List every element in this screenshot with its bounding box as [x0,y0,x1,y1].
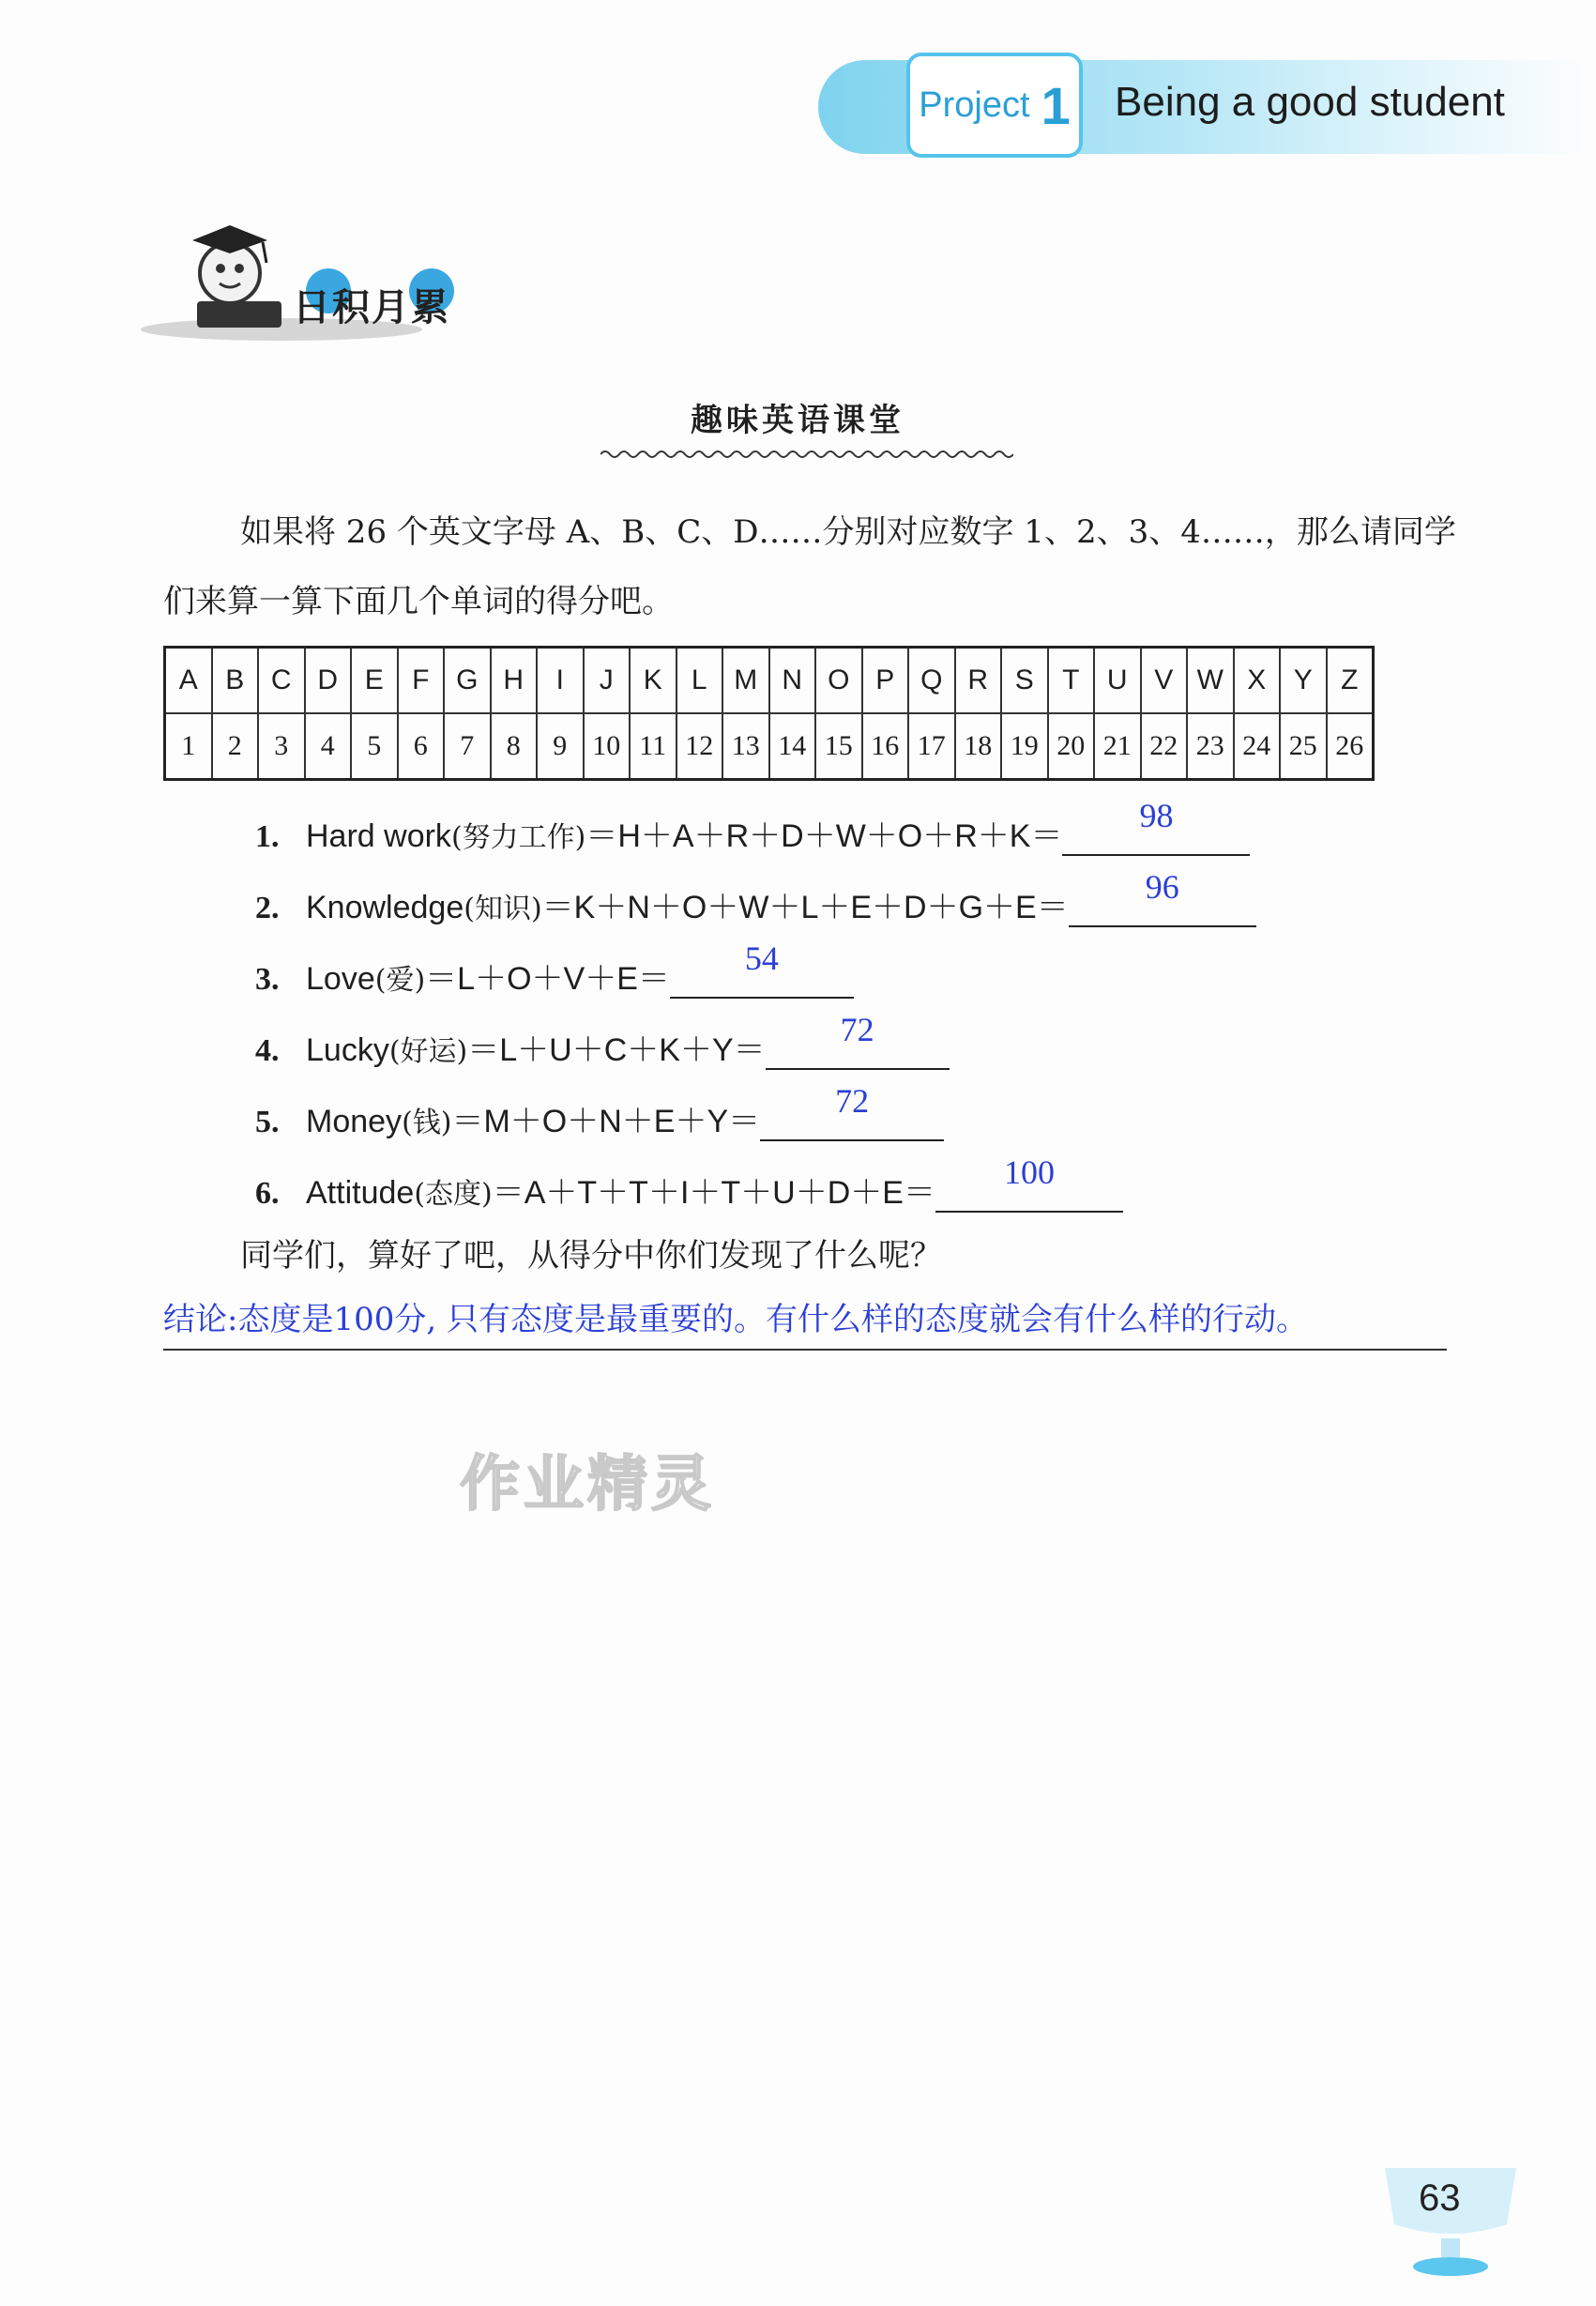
number-cell: 12 [676,713,723,780]
question-1 [255,797,1250,856]
question-number: 5. [255,1105,280,1139]
answer-blank[interactable] [766,1011,950,1070]
letter-cell: N [769,648,816,714]
answer-value: 98 [1139,797,1174,834]
unit-title: Being a good student [1115,79,1505,125]
question-translation: (知识) [464,893,542,925]
answer-value: 72 [840,1011,874,1048]
letter-cell: O [815,648,862,714]
answer-value: 96 [1145,868,1179,906]
letter-cell: I [537,648,584,714]
answer-blank[interactable] [935,1153,1123,1213]
answer-blank[interactable] [760,1082,944,1141]
number-cell: 4 [305,713,352,780]
letter-cell: R [955,648,1002,714]
answer-value: 72 [835,1082,870,1120]
question-number: 4. [255,1033,280,1068]
number-cell: 7 [444,713,491,780]
question-number: 1. [255,819,280,854]
letter-cell: Z [1327,648,1374,714]
question-word: Love [306,961,375,997]
question-formula: ＝M＋O＋N＋E＋Y＝ [451,1104,761,1139]
question-formula: ＝H＋A＋R＋D＋W＋O＋R＋K＝ [585,818,1063,854]
intro-paragraph: 如果将 26 个英文字母 A、B、C、D……分别对应数字 1、2、3、4……，那么请同学们来算一算下面几个单词的得分吧。 [163,513,1456,620]
question-translation: (钱) [402,1107,452,1139]
page-number: 63 [1419,2177,1461,2219]
number-cell: 6 [398,713,445,780]
question-6 [255,1153,1123,1213]
question-translation: (态度) [414,1178,493,1211]
question-translation: (努力工作) [450,821,586,854]
number-cell: 24 [1234,713,1281,780]
question-word: Hard work [306,818,451,854]
answer-blank[interactable] [670,939,854,999]
letter-cell: V [1141,648,1188,714]
question-3 [255,939,854,999]
answer-blank[interactable] [1062,797,1250,856]
letter-cell: W [1187,648,1234,714]
number-cell: 1 [165,713,212,780]
question-number: 2. [255,891,280,925]
letter-cell: H [491,648,538,714]
letter-cell: K [630,648,676,714]
letter-cell: J [584,648,631,714]
watermark: 作业精灵 [460,1450,715,1520]
project-badge [906,53,1083,158]
number-cell: 3 [258,713,305,780]
number-cell: 2 [212,713,259,780]
conclusion-answer[interactable]: 结论:态度是100分, 只有态度是最重要的。有什么样的态度就会有什么样的行动。 [163,1293,1447,1351]
number-cell: 25 [1280,713,1327,780]
number-cell: 23 [1187,713,1234,780]
project-label: Project [919,84,1030,125]
question-translation: (好运) [388,1035,468,1068]
section-title: 趣味英语课堂 [691,402,904,439]
question-formula: ＝L＋U＋C＋K＋Y＝ [467,1032,766,1068]
letter-cell: L [676,648,723,714]
question-word: Knowledge [306,890,464,925]
question-5 [255,1082,944,1141]
question-prompt: 同学们，算好了吧，从得分中你们发现了什么呢？ [240,1237,942,1275]
question-formula: ＝L＋O＋V＋E＝ [425,961,670,997]
letter-cell: U [1094,648,1141,714]
number-cell: 20 [1048,713,1095,780]
answer-blank[interactable] [1069,868,1256,927]
letter-number-table [163,646,1375,781]
question-number: 6. [255,1176,280,1211]
question-4 [255,1011,950,1070]
question-2 [255,868,1256,927]
number-cell: 21 [1094,713,1141,780]
number-cell: 15 [815,713,862,780]
letter-cell: P [862,648,909,714]
letter-cell: A [165,648,212,714]
letter-cell: Q [908,648,955,714]
letter-cell: Y [1280,648,1327,714]
question-word: Money [306,1104,403,1139]
project-number: 1 [1041,75,1071,135]
letter-cell: G [444,648,491,714]
question-translation: (爱) [374,964,426,997]
question-word: Attitude [306,1175,415,1211]
question-word: Lucky [306,1032,389,1068]
letter-cell: C [258,648,305,714]
number-cell: 8 [491,713,538,780]
answer-value: 54 [744,939,779,977]
letter-row [165,648,1374,714]
letter-cell: M [722,648,769,714]
letter-cell: T [1048,648,1095,714]
number-cell: 9 [537,713,584,780]
number-cell: 13 [722,713,769,780]
number-cell: 16 [862,713,909,780]
question-formula: ＝A＋T＋T＋I＋T＋U＋D＋E＝ [492,1175,935,1211]
number-cell: 10 [584,713,631,780]
number-cell: 5 [351,713,398,780]
wavy-underline [600,447,1013,462]
question-number: 3. [255,962,280,997]
number-cell: 18 [955,713,1002,780]
letter-cell: X [1234,648,1281,714]
number-cell: 22 [1141,713,1188,780]
letter-cell: D [305,648,352,714]
letter-cell: S [1001,648,1048,714]
number-row [165,713,1374,780]
letter-cell: B [212,648,259,714]
number-cell: 17 [908,713,955,780]
letter-cell: E [351,648,398,714]
number-cell: 26 [1327,713,1374,780]
answer-value: 100 [1003,1153,1055,1191]
number-cell: 19 [1001,713,1048,780]
question-formula: ＝K＋N＋O＋W＋L＋E＋D＋G＋E＝ [541,890,1069,925]
section-logo-text: 日积月累 [293,286,450,329]
number-cell: 14 [769,713,816,780]
number-cell: 11 [630,713,676,780]
letter-cell: F [398,648,445,714]
